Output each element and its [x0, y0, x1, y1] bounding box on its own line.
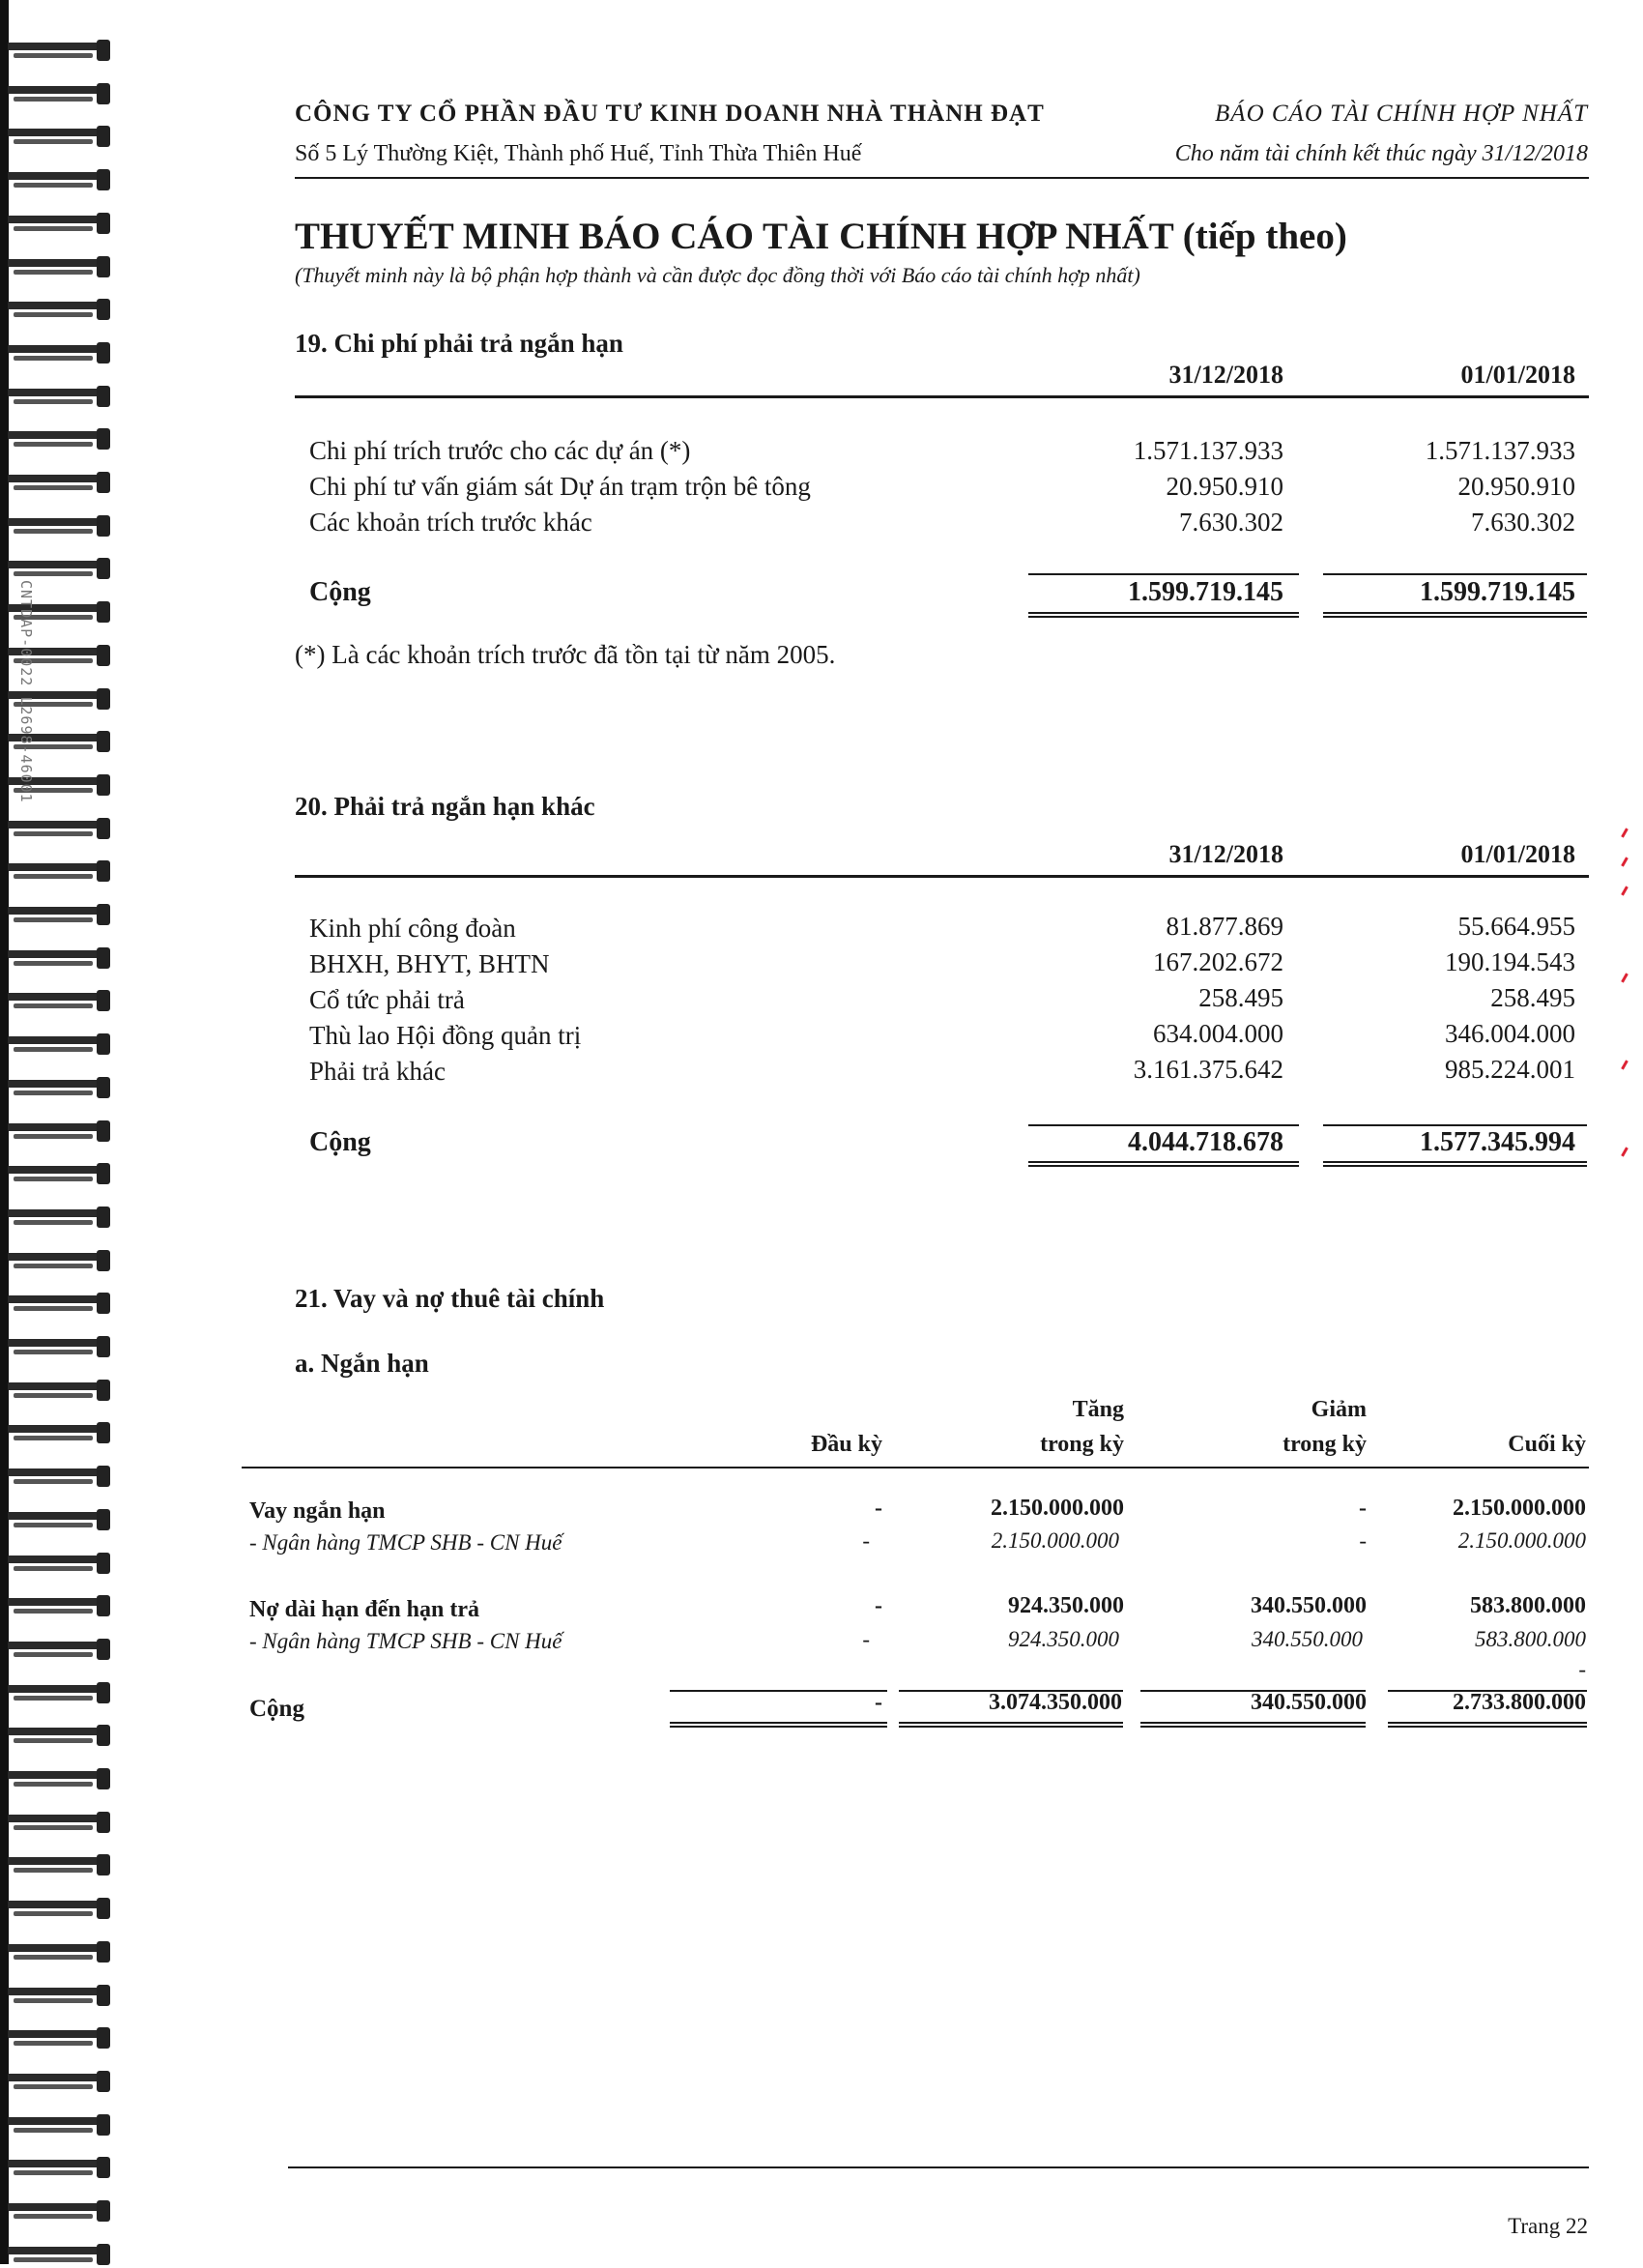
binding-hole [97, 688, 110, 710]
binding-wire-shadow [14, 1264, 93, 1268]
binding-wire [8, 172, 102, 180]
binding-wire-shadow [14, 97, 93, 102]
binding-wire [8, 1728, 102, 1735]
binding-wire [8, 1209, 102, 1217]
note19-total-v2: 1.599.719.145 [1420, 577, 1575, 607]
note20-total-v2: 1.577.345.994 [1420, 1127, 1575, 1157]
binding-wire-shadow [14, 1523, 93, 1527]
binding-ring [8, 471, 112, 496]
binding-wire-shadow [14, 1609, 93, 1614]
binding-wire [8, 907, 102, 915]
binding-wire-shadow [14, 1350, 93, 1354]
binding-ring [8, 2113, 112, 2138]
table-cell: 55.664.955 [1457, 912, 1575, 941]
note19-total-label: Cộng [309, 577, 371, 607]
binding-ring [8, 1681, 112, 1706]
binding-wire-shadow [14, 1738, 93, 1743]
binding-wire-shadow [14, 1047, 93, 1052]
table-cell: 634.004.000 [1153, 1019, 1283, 1048]
binding-wire-shadow [14, 1998, 93, 2003]
binding-ring [8, 2199, 112, 2224]
binding-ring [8, 39, 112, 64]
note19-total-v1: 1.599.719.145 [1128, 577, 1283, 607]
double-underline [1028, 1161, 1299, 1167]
binding-ring [8, 1594, 112, 1619]
binding-hole [97, 1163, 110, 1184]
binding-ring [8, 1335, 112, 1360]
double-underline [899, 1722, 1123, 1728]
binding-wire [8, 1080, 102, 1088]
binding-ring [8, 82, 112, 107]
binding-hole [97, 126, 110, 147]
table-cell: 7.630.302 [1179, 508, 1283, 537]
binding-wire [8, 389, 102, 396]
binding-ring [8, 427, 112, 452]
col-decrease-line2: trong kỳ [1283, 1432, 1367, 1457]
binding-ring [8, 1853, 112, 1878]
binding-hole [97, 1725, 110, 1746]
binding-hole [97, 601, 110, 623]
table-cell: - [875, 1593, 882, 1618]
company-address: Số 5 Lý Thường Kiệt, Thành phố Huế, Tỉnh Thừa Thiên Huế [295, 141, 862, 166]
binding-wire [8, 1036, 102, 1044]
note19-col2-header: 01/01/2018 [1460, 361, 1575, 389]
binding-wire-shadow [14, 1955, 93, 1960]
binding-hole [97, 1898, 110, 1919]
table-row-label: Chi phí tư vấn giám sát Dự án trạm trộn bê tông [309, 472, 811, 501]
table-cell: 20.950.910 [1166, 472, 1283, 501]
binding-hole [97, 2200, 110, 2222]
binding-wire-shadow [14, 1911, 93, 1916]
binding-ring [8, 1206, 112, 1231]
binding-ring [8, 1465, 112, 1490]
binding-hole [97, 2027, 110, 2049]
binding-ring [8, 903, 112, 928]
binding-ring [8, 1552, 112, 1577]
binding-hole [97, 1380, 110, 1401]
total-rule [1323, 573, 1587, 575]
binding-hole [97, 256, 110, 277]
binding-hole [97, 515, 110, 537]
binding-ring [8, 1811, 112, 1836]
binding-wire-shadow [14, 1825, 93, 1830]
double-underline [670, 1722, 887, 1728]
binding-wire [8, 561, 102, 568]
binding-ring [8, 817, 112, 842]
binding-ring [8, 1162, 112, 1187]
table-row-label: Thù lao Hội đồng quản trị [309, 1021, 582, 1050]
table-cell: 2.150.000.000 [1453, 1496, 1586, 1521]
binding-ring [8, 946, 112, 972]
table-cell: 583.800.000 [1470, 1593, 1586, 1618]
binding-hole [97, 1854, 110, 1875]
binding-wire [8, 431, 102, 439]
binding-hole [97, 1509, 110, 1530]
binding-ring [8, 2070, 112, 2095]
binding-wire [8, 1901, 102, 1908]
binding-wire-shadow [14, 2128, 93, 2133]
binding-hole [97, 774, 110, 796]
binding-hole [97, 1812, 110, 1833]
table-cell: 924.350.000 [1008, 1627, 1119, 1651]
binding-wire-shadow [14, 226, 93, 231]
binding-hole [97, 1077, 110, 1098]
binding-hole [97, 990, 110, 1011]
binding-hole [97, 1941, 110, 1963]
document-title: THUYẾT MINH BÁO CÁO TÀI CHÍNH HỢP NHẤT (tiếp theo) [295, 216, 1347, 257]
table-cell: - [1359, 1528, 1367, 1553]
table-row-label: Cổ tức phải trả [309, 985, 465, 1014]
binding-hole [97, 83, 110, 104]
binding-wire-shadow [14, 356, 93, 361]
binding-hole [97, 299, 110, 320]
binding-wire-shadow [14, 1479, 93, 1484]
note21-subheading: a. Ngắn hạn [295, 1349, 429, 1378]
binding-hole [97, 1985, 110, 2006]
note20-heading: 20. Phải trả ngắn hạn khác [295, 792, 595, 821]
edge-red-marks [1620, 831, 1633, 1199]
report-type: BÁO CÁO TÀI CHÍNH HỢP NHẤT [1215, 101, 1588, 127]
table-cell: 985.224.001 [1445, 1055, 1575, 1084]
binding-wire [8, 1382, 102, 1390]
binding-wire [8, 1123, 102, 1131]
double-underline [1323, 612, 1587, 618]
table-subrow-label: - Ngân hàng TMCP SHB - CN Huế [249, 1530, 562, 1555]
binding-wire-shadow [14, 139, 93, 144]
binding-wire-shadow [14, 2041, 93, 2046]
table-cell: - [1359, 1496, 1367, 1521]
binding-wire-shadow [14, 270, 93, 275]
table-cell: - [862, 1528, 870, 1553]
note21-total-label: Cộng [249, 1696, 304, 1722]
table-cell: 340.550.000 [1252, 1627, 1363, 1651]
table-cell: 190.194.543 [1445, 947, 1575, 976]
binding-wire-shadow [14, 1782, 93, 1787]
table-cell: 7.630.302 [1471, 508, 1575, 537]
binding-wire-shadow [14, 442, 93, 447]
binding-wire [8, 1642, 102, 1649]
binding-wire-shadow [14, 831, 93, 836]
binding-wire [8, 1944, 102, 1952]
table-row-label: Nợ dài hạn đến hạn trả [249, 1597, 480, 1622]
binding-hole [97, 2157, 110, 2178]
binding-hole [97, 558, 110, 579]
binding-ring [8, 1724, 112, 1749]
table-cell: 2.150.000.000 [991, 1528, 1119, 1553]
total-rule [1028, 1124, 1299, 1126]
binding-wire-shadow [14, 1696, 93, 1701]
note21-total-increase: 3.074.350.000 [989, 1690, 1122, 1715]
binding-wire [8, 345, 102, 353]
binding-hole [97, 731, 110, 752]
binding-wire [8, 1771, 102, 1779]
binding-wire-shadow [14, 2214, 93, 2219]
binding-hole [97, 860, 110, 882]
binding-ring [8, 2156, 112, 2181]
note21-total-opening: - [875, 1690, 882, 1715]
note19-header-rule [295, 395, 1589, 398]
binding-wire-shadow [14, 2257, 93, 2262]
binding-wire [8, 259, 102, 267]
binding-wire-shadow [14, 183, 93, 188]
binding-hole [97, 40, 110, 61]
binding-ring [8, 1119, 112, 1145]
binding-wire [8, 2203, 102, 2211]
note21-total-closing: 2.733.800.000 [1453, 1690, 1586, 1715]
binding-ring [8, 514, 112, 539]
spiral-binding [0, 0, 116, 2264]
binding-wire-shadow [14, 917, 93, 922]
binding-wire [8, 821, 102, 829]
binding-ring [8, 1638, 112, 1663]
binding-wire [8, 129, 102, 136]
binding-hole [97, 342, 110, 363]
stray-dash: - [1578, 1657, 1586, 1681]
table-row-label: Vay ngắn hạn [249, 1498, 386, 1524]
binding-ring [8, 2243, 112, 2268]
binding-wire [8, 43, 102, 50]
table-cell: - [862, 1627, 870, 1651]
note21-heading: 21. Vay và nợ thuê tài chính [295, 1284, 605, 1313]
binding-ring [8, 1897, 112, 1922]
company-name: CÔNG TY CỔ PHẦN ĐẦU TƯ KINH DOANH NHÀ THÀNH ĐẠT [295, 101, 1045, 127]
binding-wire [8, 2117, 102, 2125]
binding-hole [97, 213, 110, 234]
binding-hole [97, 1120, 110, 1142]
binding-ring [8, 2026, 112, 2051]
table-row-label: Các khoản trích trước khác [309, 508, 592, 537]
binding-ring [8, 1249, 112, 1274]
binding-hole [97, 2114, 110, 2136]
binding-ring [8, 1379, 112, 1404]
table-cell: 81.877.869 [1166, 912, 1283, 941]
binding-ring [8, 385, 112, 410]
binding-wire-shadow [14, 1868, 93, 1873]
note20-col1-header: 31/12/2018 [1168, 840, 1283, 868]
binding-wire [8, 1512, 102, 1520]
double-underline [1028, 612, 1299, 618]
binding-wire-shadow [14, 53, 93, 58]
binding-ring [8, 557, 112, 582]
note20-total-label: Cộng [309, 1127, 371, 1157]
binding-wire-shadow [14, 1003, 93, 1008]
binding-wire-shadow [14, 2084, 93, 2089]
binding-hole [97, 2071, 110, 2092]
note19-heading: 19. Chi phí phải trả ngắn hạn [295, 329, 623, 358]
note20-header-rule [295, 875, 1589, 878]
binding-hole [97, 386, 110, 407]
col-opening: Đầu kỳ [810, 1432, 882, 1457]
note21-header-rule [242, 1467, 1589, 1468]
table-cell: 924.350.000 [1008, 1593, 1124, 1618]
table-cell: 167.202.672 [1153, 947, 1283, 976]
col-increase-line1: Tăng [1072, 1397, 1124, 1422]
binding-hole [97, 169, 110, 190]
table-cell: 583.800.000 [1475, 1627, 1586, 1651]
table-cell: 3.161.375.642 [1133, 1055, 1283, 1084]
table-row-label: Chi phí trích trước cho các dự án (*) [309, 436, 691, 465]
binding-wire [8, 1598, 102, 1606]
binding-wire [8, 1339, 102, 1347]
table-row-label: BHXH, BHYT, BHTN [309, 949, 550, 978]
binding-ring [8, 1508, 112, 1533]
total-rule [1323, 1124, 1587, 1126]
binding-hole [97, 1422, 110, 1443]
binding-hole [97, 472, 110, 493]
binding-hole [97, 1639, 110, 1660]
binding-wire-shadow [14, 874, 93, 879]
double-underline [1388, 1722, 1587, 1728]
binding-ring [8, 1984, 112, 2009]
binding-hole [97, 1250, 110, 1271]
table-cell: 20.950.910 [1457, 472, 1575, 501]
table-cell: - [875, 1496, 882, 1521]
binding-wire [8, 2030, 102, 2038]
binding-wire-shadow [14, 961, 93, 966]
binding-hole [97, 1768, 110, 1789]
binding-hole [97, 904, 110, 925]
binding-wire-shadow [14, 571, 93, 576]
binding-hole [97, 1293, 110, 1314]
binding-ring [8, 341, 112, 366]
binding-wire-shadow [14, 1134, 93, 1139]
binding-wire [8, 1295, 102, 1303]
binding-ring [8, 1421, 112, 1446]
col-decrease-line1: Giảm [1311, 1397, 1367, 1422]
document-subtitle: (Thuyết minh này là bộ phận hợp thành và cần được đọc đồng thời với Báo cáo tài chính hợp nhất) [295, 263, 1140, 287]
note21-total-decrease: 340.550.000 [1251, 1690, 1367, 1715]
binding-wire [8, 863, 102, 871]
note19-col1-header: 31/12/2018 [1168, 361, 1283, 389]
binding-wire [8, 86, 102, 94]
col-closing: Cuối kỳ [1508, 1432, 1586, 1457]
binding-wire [8, 216, 102, 223]
binding-ring [8, 125, 112, 150]
table-cell: 258.495 [1198, 983, 1283, 1012]
table-cell: 2.150.000.000 [991, 1496, 1124, 1521]
col-increase-line2: trong kỳ [1040, 1432, 1124, 1457]
binding-ring [8, 1032, 112, 1058]
binding-wire [8, 1425, 102, 1433]
binding-wire-shadow [14, 399, 93, 404]
binding-ring [8, 1292, 112, 1317]
binding-hole [97, 947, 110, 969]
table-cell: 346.004.000 [1445, 1019, 1575, 1048]
binding-wire [8, 1685, 102, 1693]
binding-hole [97, 1033, 110, 1055]
header-rule [295, 177, 1589, 179]
binding-wire-shadow [14, 1393, 93, 1398]
binding-wire [8, 1857, 102, 1865]
note20-col2-header: 01/01/2018 [1460, 840, 1575, 868]
table-row-label: Kinh phí công đoàn [309, 914, 516, 943]
binding-wire [8, 302, 102, 309]
binding-ring [8, 1076, 112, 1101]
binding-wire-shadow [14, 1220, 93, 1225]
binding-hole [97, 645, 110, 666]
binding-wire-shadow [14, 312, 93, 317]
binding-wire-shadow [14, 1177, 93, 1181]
binding-wire-shadow [14, 1566, 93, 1571]
footer-rule [288, 2166, 1589, 2168]
binding-wire-shadow [14, 485, 93, 490]
page-number: Trang 22 [1508, 2214, 1588, 2238]
binding-wire-shadow [14, 1306, 93, 1311]
binding-ring [8, 255, 112, 280]
binding-wire-shadow [14, 1436, 93, 1440]
binding-wire [8, 993, 102, 1001]
binding-wire [8, 950, 102, 958]
table-cell: 340.550.000 [1251, 1593, 1367, 1618]
binding-hole [97, 1553, 110, 1574]
binding-ring [8, 168, 112, 193]
binding-wire [8, 2074, 102, 2081]
binding-wire [8, 1815, 102, 1822]
binding-wire [8, 1988, 102, 1995]
binding-wire-shadow [14, 529, 93, 534]
binding-wire [8, 1468, 102, 1476]
side-stamp: CNTDAP-0022 L2698-46001 [17, 580, 35, 803]
double-underline [1140, 1722, 1366, 1728]
binding-hole [97, 1336, 110, 1357]
binding-wire-shadow [14, 1652, 93, 1657]
binding-wire-shadow [14, 1090, 93, 1095]
binding-wire-shadow [14, 2170, 93, 2175]
binding-ring [8, 1767, 112, 1792]
binding-hole [97, 1595, 110, 1616]
binding-hole [97, 1682, 110, 1703]
binding-wire [8, 1253, 102, 1261]
binding-hole [97, 428, 110, 450]
binding-wire [8, 518, 102, 526]
binding-wire [8, 1556, 102, 1563]
binding-ring [8, 298, 112, 323]
binding-ring [8, 989, 112, 1014]
note20-total-v1: 4.044.718.678 [1128, 1127, 1283, 1157]
binding-hole [97, 1466, 110, 1487]
table-cell: 1.571.137.933 [1133, 436, 1283, 465]
binding-wire [8, 475, 102, 482]
double-underline [1323, 1161, 1587, 1167]
binding-ring [8, 859, 112, 885]
note19-footnote: (*) Là các khoản trích trước đã tồn tại từ năm 2005. [295, 640, 836, 669]
binding-hole [97, 818, 110, 839]
total-rule [1028, 573, 1299, 575]
binding-ring [8, 1940, 112, 1965]
table-cell: 1.571.137.933 [1425, 436, 1575, 465]
table-cell: 2.150.000.000 [1457, 1528, 1586, 1553]
binding-wire [8, 2247, 102, 2254]
binding-hole [97, 2244, 110, 2265]
binding-wire [8, 2160, 102, 2167]
report-period: Cho năm tài chính kết thúc ngày 31/12/2018 [1174, 141, 1588, 166]
binding-wire [8, 1166, 102, 1174]
binding-hole [97, 1207, 110, 1228]
binding-ring [8, 212, 112, 237]
table-row-label: Phải trả khác [309, 1057, 446, 1086]
table-subrow-label: - Ngân hàng TMCP SHB - CN Huế [249, 1629, 562, 1653]
table-cell: 258.495 [1490, 983, 1575, 1012]
